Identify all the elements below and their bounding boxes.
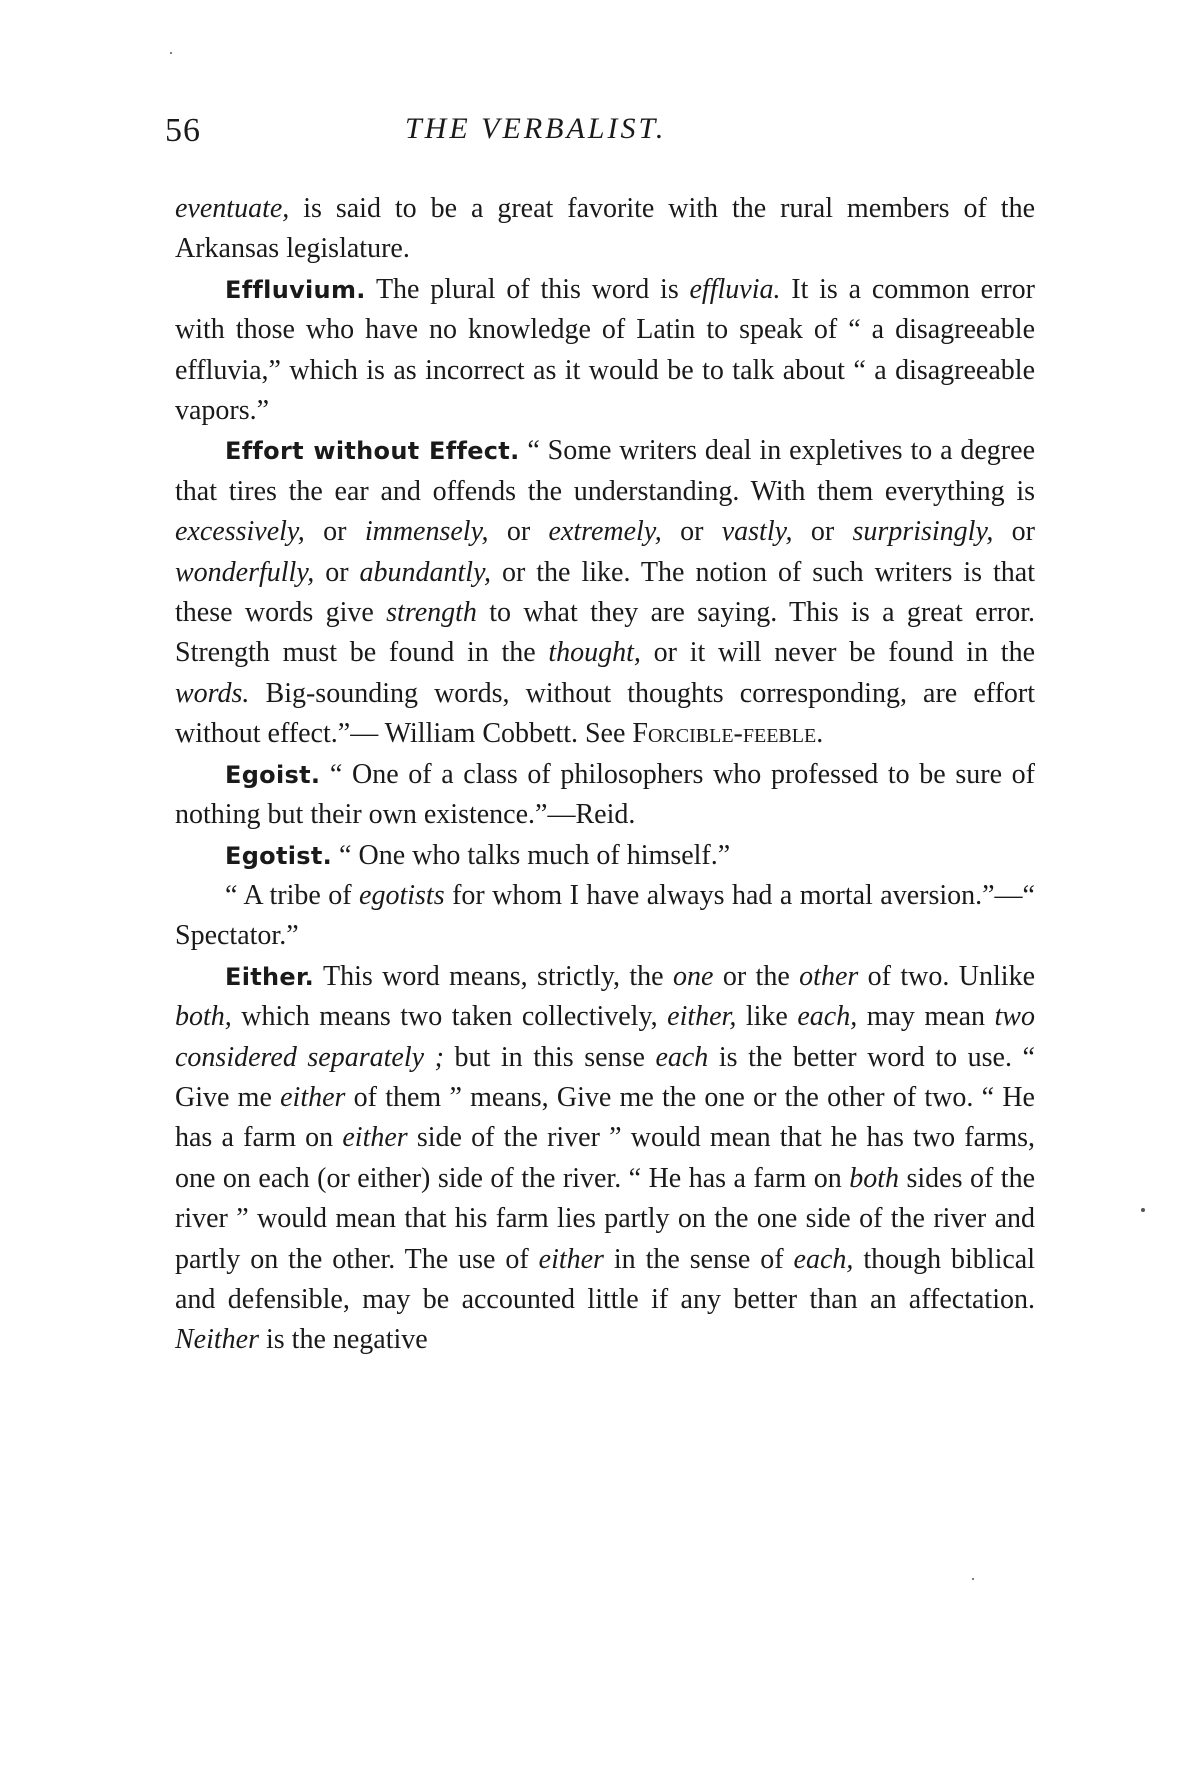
headword-egoist: Egoist. <box>225 760 321 789</box>
headword-either: Either. <box>225 962 315 991</box>
body-text <box>175 189 1035 1361</box>
italic-term: surprisingly, <box>852 516 994 548</box>
italic-term: each, <box>797 1001 858 1033</box>
entry-egotist: Egotist. “ One who talks much of himself.” <box>225 839 731 871</box>
italic-term: other <box>799 960 859 992</box>
italic-term: two considered separately ; <box>175 1001 1035 1073</box>
running-head: THE VERBALIST. <box>405 112 667 145</box>
italic-term: immensely, <box>364 516 489 548</box>
italic-term: both <box>849 1162 900 1194</box>
italic-term: vastly, <box>721 516 793 548</box>
entry-egoist: Egoist. “ One of a class of philosophers who professed to be sure of nothing but their own existence.”—Reid. <box>175 758 1035 831</box>
italic-term: both, <box>175 1001 232 1033</box>
italic-term: one <box>673 960 714 992</box>
italic-term: effluvia. <box>689 273 781 305</box>
italic-term: either, <box>667 1001 737 1033</box>
italic-term: each <box>655 1041 709 1073</box>
paper-speck <box>1141 1208 1145 1212</box>
italic-term: either <box>280 1081 346 1113</box>
paragraph-eventuate: eventuate, is said to be a great favorite with the rural members of the Arkansas legislature. <box>175 193 1035 265</box>
entry-effort-without-effect: Effort without Effect. “ Some writers deal in expletives to a degree that tires the ear and offends the understanding. With them everything is excessively, or immensely, or extremely, or vastly, or surprisingly, or wonderfully, or abundantly, or the like. The notion of such writers is that these words give strength to what they are saying. This is a great error. Strength must be found in the thought, or it will never be found in the words. Big-sounding words, without thoughts corresponding, are effort without effect.”— William Cobbett. See Forcible-feeble. <box>175 435 1036 750</box>
italic-term: words. <box>175 677 250 709</box>
italic-term: either <box>538 1243 604 1275</box>
italic-term: wonderfully, <box>175 556 315 588</box>
cross-reference: Forcible-feeble. <box>632 718 824 750</box>
paper-speck <box>972 1578 974 1580</box>
italic-term: egotists <box>359 879 445 911</box>
paper-speck <box>170 52 172 54</box>
page-header <box>165 112 1035 158</box>
headword-effort-without-effect: Effort without Effect. <box>225 437 520 466</box>
italic-term: Neither <box>175 1324 259 1356</box>
italic-term: eventuate, <box>175 193 290 224</box>
page-number: 56 <box>165 112 201 149</box>
italic-term: each, <box>793 1243 854 1275</box>
italic-term: abundantly, <box>359 556 491 588</box>
headword-effluvium: Effluvium. <box>225 275 366 304</box>
italic-term: either <box>342 1122 408 1154</box>
italic-term: excessively, <box>175 516 305 548</box>
quote-egotists: “ A tribe of egotists for whom I have always had a mortal aversion.”—“ Spectator.” <box>175 879 1035 952</box>
entry-either: Either. This word means, strictly, the one or the other of two. Unlike both, which means two taken collectively, either, like each, may mean two considered separately ; but in this sense each is the better word to use. “ Give me either of them ” means, Give me the one or the other of two. “ He has a farm on either side of the river ” would mean that he has two farms, one on each (or either) side of the river. “ He has a farm on both sides of the river ” would mean that his farm lies partly on the one side of the river and partly on the other. The use of either in the sense of each, though biblical and defensible, may be accounted little if any better than an affectation. Neither is the negative <box>175 960 1036 1356</box>
italic-term: extremely, <box>548 516 662 548</box>
italic-term: thought, <box>548 637 641 669</box>
headword-egotist: Egotist. <box>225 841 333 870</box>
italic-term: strength <box>386 597 477 629</box>
entry-effluvium: Effluvium. The plural of this word is effluvia. It is a common error with those who have no knowledge of Latin to speak of “ a disagreeable effluvia,” which is as incorrect as it would be to talk about “ a disagreeable vapors.” <box>175 273 1035 427</box>
